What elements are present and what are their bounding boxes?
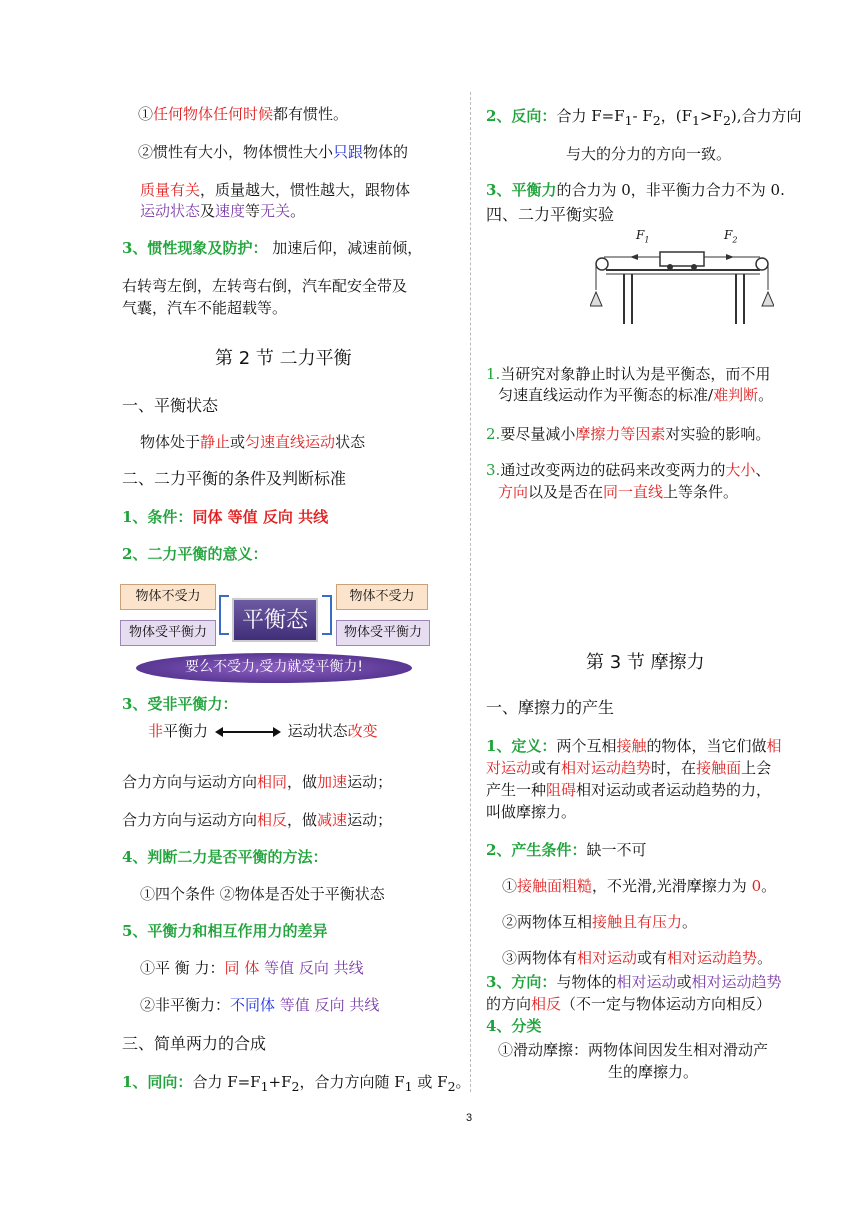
force-label-f2 (724, 228, 737, 244)
text: 合力 F=F (556, 107, 625, 125)
opposite-direction-rule (122, 810, 392, 830)
same-direction-composition (122, 1072, 471, 1097)
text: 质量有关 (140, 181, 201, 199)
text: 合力 F=F (192, 1073, 261, 1091)
text: ),合力方向 (730, 107, 802, 125)
text: 同体 等值 反向 共线 (192, 508, 329, 526)
opposite-composition (486, 106, 802, 131)
text: +F (268, 1073, 292, 1091)
section-title-2: 第 2 节 二力平衡 (215, 348, 352, 369)
text: 速度 (215, 202, 246, 220)
text: F (724, 228, 733, 242)
text: 匀速直线运动作为平衡态的标准/ (498, 386, 714, 404)
subscript: 1 (692, 113, 700, 128)
text: 相 (766, 737, 782, 755)
text: F (636, 228, 645, 242)
text: 对运动 (486, 759, 532, 777)
text: 1. (486, 365, 501, 383)
inertia-point-1 (138, 104, 348, 124)
text: 相对运动趋势 (691, 973, 782, 991)
text: ③两物体有 (502, 949, 578, 967)
heading-experiment: 四、二力平衡实验 (486, 205, 615, 224)
text: 或有 (637, 949, 668, 967)
right-brace (322, 595, 332, 635)
text: 的方向 (486, 995, 532, 1013)
inertia-phenomena (122, 238, 422, 258)
text: 。 (682, 913, 698, 931)
note-3 (486, 460, 770, 480)
text: 难判断 (713, 386, 759, 404)
text: 相反 (531, 995, 562, 1013)
text: 接触 (616, 737, 647, 755)
text: 3、惯性现象及防护： (122, 239, 268, 257)
text: 上会 (741, 759, 772, 777)
friction-def-1 (486, 736, 782, 756)
heading-friction-origin: 一、摩擦力的产生 (486, 698, 615, 717)
text: 2、反向： (486, 107, 557, 125)
subscript: 2 (447, 1079, 456, 1094)
sliding-friction-line-2: 生的摩擦力。 (608, 1063, 699, 1081)
text: 或 (230, 433, 246, 451)
text: 当研究对象静止时认为是平衡态，而不用 (500, 365, 771, 383)
section-title-3: 第 3 节 摩擦力 (586, 652, 705, 673)
diagram-box: 物体受平衡力 (336, 620, 430, 646)
diagram-center: 平衡态 (232, 598, 318, 642)
text: 减速 (317, 811, 348, 829)
text: 任何物体任何时候 (153, 105, 274, 123)
text: 接触且有压力 (592, 913, 683, 931)
text: 的物体，当它们做 (646, 737, 767, 755)
text: 大小 (725, 461, 756, 479)
conditions-heading (486, 840, 646, 860)
subscript: 1 (260, 1079, 269, 1094)
unbalanced-heading: 3、受非平衡力： (122, 695, 238, 713)
heading-equilibrium-state: 一、平衡状态 (122, 396, 219, 415)
inertia-point-2-cont (140, 180, 410, 200)
text: 运动； (347, 773, 393, 791)
text: 通过改变两边的砝码来改变两力的 (500, 461, 726, 479)
text: 平衡力 (511, 181, 557, 199)
text: 3、方向： (486, 973, 557, 991)
text: ，做 (287, 811, 318, 829)
text: 相对运动 (616, 973, 677, 991)
text: 。 (290, 202, 306, 220)
inertia-point-2 (138, 142, 408, 162)
text: 非 (148, 722, 164, 740)
text: ，质量越大，惯性越大，跟物体 (200, 181, 411, 199)
sliding-friction-line: ①滑动摩擦：两物体间因发生相对滑动产 (498, 1041, 769, 1059)
diagram-box: 物体受平衡力 (120, 620, 216, 646)
text: 同一直线 (603, 483, 664, 501)
note-2 (486, 424, 770, 444)
text: 相对运动或者运动趋势的力， (576, 781, 772, 799)
text: 物体的 (363, 143, 409, 161)
left-brace (219, 595, 229, 635)
text: 等值 反向 共线 (275, 996, 380, 1014)
difference-heading: 5、平衡力和相互作用力的差异 (122, 922, 328, 940)
column-divider (470, 92, 471, 1092)
text: 、 (755, 461, 771, 479)
text: 匀速直线运动 (245, 433, 336, 451)
friction-def-4: 叫做摩擦力。 (486, 803, 577, 821)
text: ，合力方向随 F (299, 1073, 405, 1091)
text: 1、定义： (486, 737, 557, 755)
paragraph-line: 与大的分力的方向一致。 (566, 145, 732, 163)
text: 加速 (317, 773, 348, 791)
text: 与物体的 (556, 973, 617, 991)
meaning-heading: 2、二力平衡的意义： (122, 545, 268, 563)
text: 时，在 (651, 759, 697, 777)
text: ②非平衡力： (140, 996, 231, 1014)
subscript: 2 (732, 235, 738, 245)
text: 静止 (200, 433, 231, 451)
text: 或 F (412, 1073, 448, 1091)
text: 改变 (347, 722, 378, 740)
text: ，做 (287, 773, 318, 791)
text: 的合力为 0，非平衡力合力不为 0. (556, 181, 785, 199)
text: 相同 (257, 773, 288, 791)
text: 0 (751, 877, 762, 895)
text: 。 (761, 877, 777, 895)
heading-composition: 三、简单两力的合成 (122, 1034, 267, 1053)
text: ① (502, 877, 518, 895)
subscript: 2 (722, 113, 731, 128)
heading-conditions: 二、二力平衡的条件及判断标准 (122, 469, 347, 488)
classification-heading: 4、分类 (486, 1017, 542, 1035)
subscript: 2 (652, 113, 661, 128)
diagram-box: 物体不受力 (120, 584, 216, 610)
text: ②惯性有大小，物体惯性大小 (138, 143, 334, 161)
inertia-point-2-cont2 (140, 201, 305, 221)
text: 缺一不可 (586, 841, 647, 859)
note-3-cont (498, 482, 738, 502)
subscript: 2 (291, 1079, 300, 1094)
paragraph-line: 气囊，汽车不能超载等。 (122, 299, 288, 317)
text: 同 体 (224, 959, 260, 977)
text: 产生一种 (486, 781, 547, 799)
text: 合力方向与运动方向 (122, 811, 258, 829)
text: 接触面粗糙 (517, 877, 593, 895)
text: 上等条件。 (663, 483, 739, 501)
page-number: 3 (466, 1112, 473, 1124)
text: 不同体 (230, 996, 276, 1014)
text: 物体处于 (140, 433, 201, 451)
text: 。 (757, 949, 773, 967)
text: 运动状态 (287, 722, 348, 740)
text: 相对运动趋势 (667, 949, 758, 967)
text: - F (632, 107, 653, 125)
friction-def-2 (486, 758, 771, 778)
text: ① (138, 105, 154, 123)
interaction-force-row (140, 995, 379, 1015)
text: 只跟 (333, 143, 364, 161)
text: 等值 反向 共线 (259, 959, 364, 977)
diagram-banner: 要么不受力,受力就受平衡力! (136, 653, 412, 683)
experiment-figure (590, 226, 774, 326)
text: 2、产生条件： (486, 841, 587, 859)
subscript: 1 (644, 235, 650, 245)
direction-line-1 (486, 972, 782, 992)
text: 无关 (260, 202, 291, 220)
text: 或有 (531, 759, 562, 777)
subscript: 1 (624, 113, 633, 128)
text: ，不光滑,光滑摩擦力为 (592, 877, 752, 895)
text: 阻碍 (546, 781, 577, 799)
judge-heading: 4、判断二力是否平衡的方法： (122, 848, 328, 866)
force-label-f1 (636, 228, 649, 244)
text: 方向 (498, 483, 529, 501)
judge-methods: ①四个条件 ②物体是否处于平衡状态 (140, 885, 385, 903)
text: 以及是否在 (528, 483, 604, 501)
subscript: 1 (404, 1079, 413, 1094)
text: 对实验的影响。 (665, 425, 771, 443)
balanced-resultant (486, 180, 785, 200)
text: 等 (245, 202, 261, 220)
text: 运动； (347, 811, 393, 829)
text: 平衡力 (163, 722, 209, 740)
text: 两个互相 (556, 737, 617, 755)
text: 相对运动 (577, 949, 638, 967)
text: 运动状态 (140, 202, 201, 220)
text: （不一定与物体运动方向相反） (561, 995, 772, 1013)
conditions-line (122, 507, 328, 527)
text: ，(F (660, 107, 693, 125)
text: >F (699, 107, 723, 125)
text: 及 (200, 202, 216, 220)
text: 1、同向： (122, 1073, 193, 1091)
text: 都有惯性。 (273, 105, 349, 123)
text: 或 (676, 973, 692, 991)
balanced-force-row (140, 958, 364, 978)
diagram-box: 物体不受力 (336, 584, 428, 610)
text: 。 (758, 386, 774, 404)
condition-1 (502, 876, 776, 896)
paragraph-line: 右转弯左倒，左转弯右倒，汽车配安全带及 (122, 277, 408, 295)
text: 2. (486, 425, 501, 443)
text: ②两物体互相 (502, 913, 593, 931)
text: 3. (486, 461, 501, 479)
double-arrow-icon (215, 726, 281, 738)
same-direction-rule (122, 772, 392, 792)
text: 。 (455, 1073, 471, 1091)
text: 接触面 (696, 759, 742, 777)
text: ①平 衡 力： (140, 959, 225, 977)
text: 状态 (335, 433, 366, 451)
text: 1、条件： (122, 508, 193, 526)
text: 相对运动趋势 (561, 759, 652, 777)
note-1 (486, 364, 770, 384)
text: 3、 (486, 181, 512, 199)
text: 相反 (257, 811, 288, 829)
friction-def-3 (486, 780, 771, 800)
note-1-cont (498, 385, 773, 405)
text: 合力方向与运动方向 (122, 773, 258, 791)
condition-3 (502, 948, 772, 968)
text: 要尽量减小 (500, 425, 576, 443)
text: 加速后仰，减速前倾， (267, 239, 423, 257)
text: 摩擦力等因素 (575, 425, 666, 443)
direction-line-2 (486, 994, 771, 1014)
unbalanced-relation (148, 721, 378, 741)
condition-2 (502, 912, 697, 932)
equilibrium-definition (140, 432, 365, 452)
